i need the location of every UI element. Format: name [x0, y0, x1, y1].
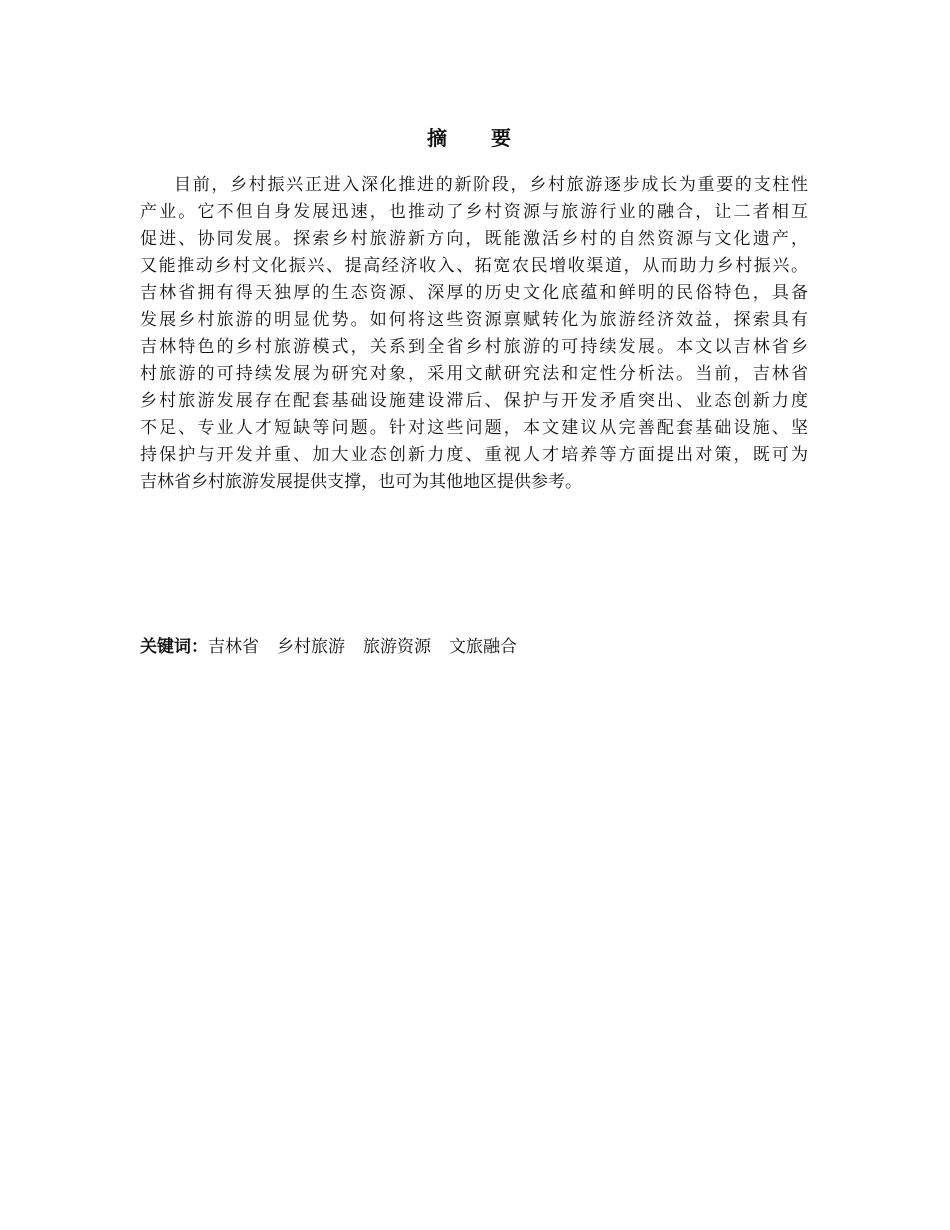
abstract-line: 吉林省拥有得天独厚的生态资源、深厚的历史文化底蕴和鲜明的民俗特色，具备: [140, 283, 808, 303]
keyword-item: 吉林省: [208, 637, 259, 657]
abstract-line: 持保护与开发并重、加大业态创新力度、重视人才培养等方面提出对策，既可为: [140, 445, 808, 465]
abstract-line: 村旅游的可持续发展为研究对象，采用文献研究法和定性分析法。当前，吉林省: [140, 364, 808, 384]
abstract-line: 产业。它不但自身发展迅速，也推动了乡村资源与旅游行业的融合，让二者相互: [140, 202, 808, 222]
abstract-line: 吉林省乡村旅游发展提供支撑，也可为其他地区提供参考。: [140, 472, 582, 492]
abstract-line: 发展乡村旅游的明显优势。如何将这些资源禀赋转化为旅游经济效益，探索具有: [140, 310, 808, 330]
abstract-line: 吉林特色的乡村旅游模式，关系到全省乡村旅游的可持续发展。本文以吉林省乡: [140, 337, 808, 357]
abstract-line: 又能推动乡村文化振兴、提高经济收入、拓宽农民增收渠道，从而助力乡村振兴。: [140, 256, 808, 276]
keyword-item: 乡村旅游: [277, 637, 345, 657]
abstract-line: 促进、协同发展。探索乡村旅游新方向，既能激活乡村的自然资源与文化遗产，: [140, 229, 808, 249]
keyword-item: 旅游资源: [363, 637, 431, 657]
keyword-item: 文旅融合: [449, 637, 517, 657]
keywords-row: [140, 634, 535, 661]
abstract-line: 目前，乡村振兴正进入深化推进的新阶段，乡村旅游逐步成长为重要的支柱性: [174, 175, 808, 195]
keywords-label: 关键词：: [140, 637, 208, 657]
abstract-line: 不足、专业人才短缺等问题。针对这些问题，本文建议从完善配套基础设施、坚: [140, 418, 808, 438]
abstract-line: 乡村旅游发展存在配套基础设施建设滞后、保护与开发矛盾突出、业态创新力度: [140, 391, 808, 411]
abstract-title: 摘 要: [427, 126, 523, 150]
abstract-body: [140, 172, 808, 496]
